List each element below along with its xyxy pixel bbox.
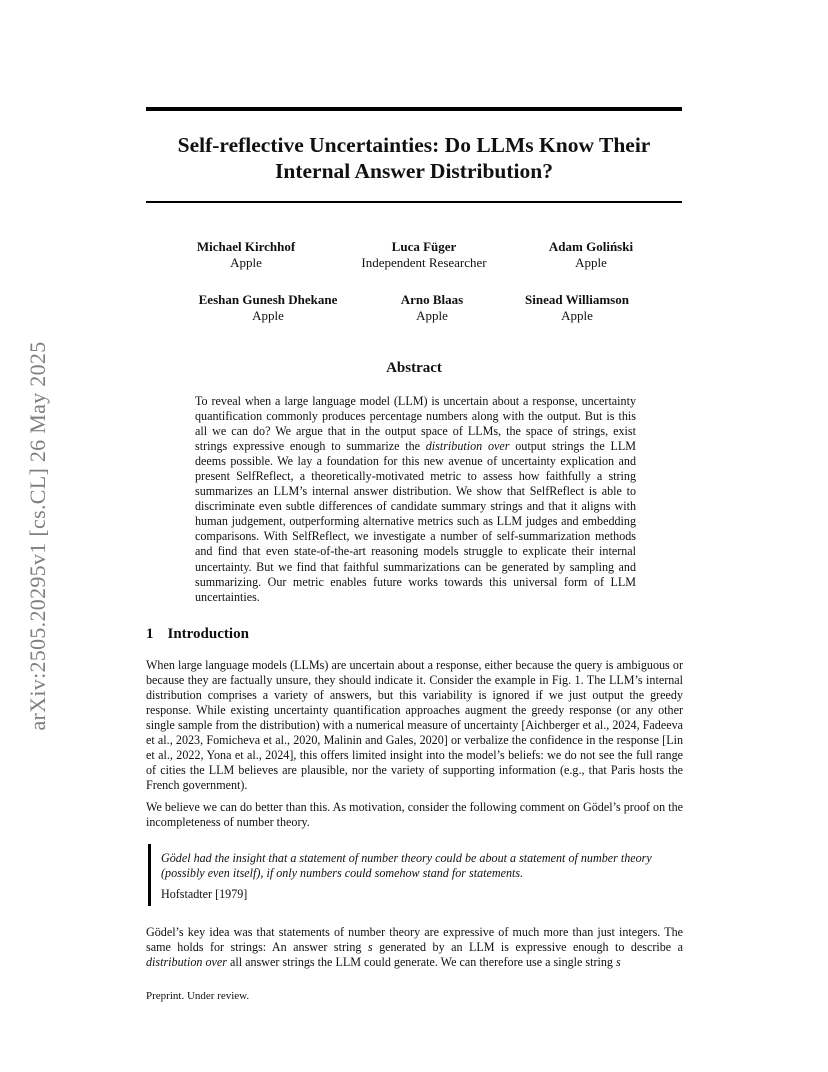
abstract-text-part: To reveal when a large language model (LLM) is uncertain about a response, uncertainty quantification commonly produces percentage numbers along with the output. But is this all we can do? We argue that in the output space of LLMs, the space of strings, exist strings expressive enough to summarize the xyxy=(195,394,636,454)
paragraph-text-part: all answer strings the LLM could generate. We can therefore use a single string xyxy=(226,955,616,970)
title-top-rule xyxy=(146,107,682,111)
author-name: Adam Goliński xyxy=(548,239,634,254)
quote-text: Gödel had the insight that a statement of number theory could be about a statement of number theory (possibly even itself), if only numbers could somehow stand for statements. xyxy=(161,851,652,881)
title-bottom-rule xyxy=(146,201,682,203)
author-affiliation: Independent Researcher xyxy=(361,254,487,270)
author-name: Eeshan Gunesh Dhekane xyxy=(198,292,338,307)
author-affiliation: Apple xyxy=(561,307,593,323)
author-affiliation: Apple xyxy=(575,254,607,270)
page-footer: Preprint. Under review. xyxy=(146,990,250,1002)
author-name: Arno Blaas xyxy=(400,292,464,307)
arxiv-identifier-stamp: arXiv:2505.20295v1 [cs.CL] 26 May 2025 xyxy=(25,341,50,731)
author-name: Sinead Williamson xyxy=(525,292,629,307)
author-block xyxy=(146,239,346,270)
paragraph-text-part: Gödel’s key idea was that statements of number theory are expressive of much more than just integers. The same holds for strings: An answer string xyxy=(146,925,683,955)
intro-paragraph-3 xyxy=(146,925,683,970)
author-name: Luca Füger xyxy=(391,239,457,254)
author-affiliation: Apple xyxy=(416,307,448,323)
math-variable: s xyxy=(616,955,621,970)
block-quote xyxy=(148,844,691,906)
intro-paragraph-1: When large language models (LLMs) are uncertain about a response, either because the query is ambiguous or because they are factually unsure, they should indicate it. Consider the example in Fig. 1. The LLM’s internal distribution comprises a variety of answers, but this variability is ignored if we just output the greedy response. While existing uncertainty quantification approaches augment the greedy response (or any other single sample from the distribution) with a numerical measure of uncertainty [Aichberger et al., 2024, Fadeeva et al., 2023, Fomicheva et al., 2020, Malinin and Gales, 2020] or verbalize the confidence in the response [Lin et al., 2022, Yona et al., 2024], this offers limited insight into the model’s beliefs: we do not see the full range of cities the LLM believes are plausible, nor the variety of supporting information (e.g., that Paris hosts the French government). xyxy=(146,658,683,793)
section-heading-introduction xyxy=(146,626,249,643)
author-block xyxy=(491,239,691,270)
section-title: Introduction xyxy=(167,626,249,642)
paper-title: Self-reflective Uncertainties: Do LLMs Know Their Internal Answer Distribution? xyxy=(177,133,651,183)
author-block xyxy=(477,292,677,323)
section-number: 1 xyxy=(146,626,154,642)
paragraph-text-part: generated by an LLM is expressive enough to describe a xyxy=(372,940,683,955)
abstract-emphasis: distribution over xyxy=(425,439,510,454)
author-affiliation: Apple xyxy=(252,307,284,323)
author-affiliation: Apple xyxy=(230,254,262,270)
math-variable: s xyxy=(367,940,373,955)
abstract-heading: Abstract xyxy=(386,360,442,376)
paragraph-emphasis: distribution over xyxy=(146,955,227,970)
author-name: Michael Kirchhof xyxy=(196,239,296,254)
abstract-text xyxy=(195,394,636,605)
abstract-text-part: output strings the LLM deems possible. We lay a foundation for this new avenue of uncertainty explication and present SelfReflect, a theoretically-motivated metric to assess how faithfully a string summarizes an LLM’s internal answer distribution. We show that SelfReflect is able to discriminate even subtle differences of candidate summary strings and that it aligns with human judgement, outperforming alternative metrics such as LLM judges and embedding comparisons. With SelfReflect, we investigate a number of self-summarization methods and find that even state-of-the-art reasoning models struggle to explicate their internal uncertainty. But we find that faithful summarizations can be generated by sampling and summarizing. Our metric enables future works towards this universal form of LLM uncertainties. xyxy=(195,439,637,604)
intro-paragraph-2: We believe we can do better than this. As motivation, consider the following comment on Gödel’s proof on the incompleteness of number theory. xyxy=(146,800,683,830)
quote-source: Hofstadter [1979] xyxy=(161,887,248,902)
